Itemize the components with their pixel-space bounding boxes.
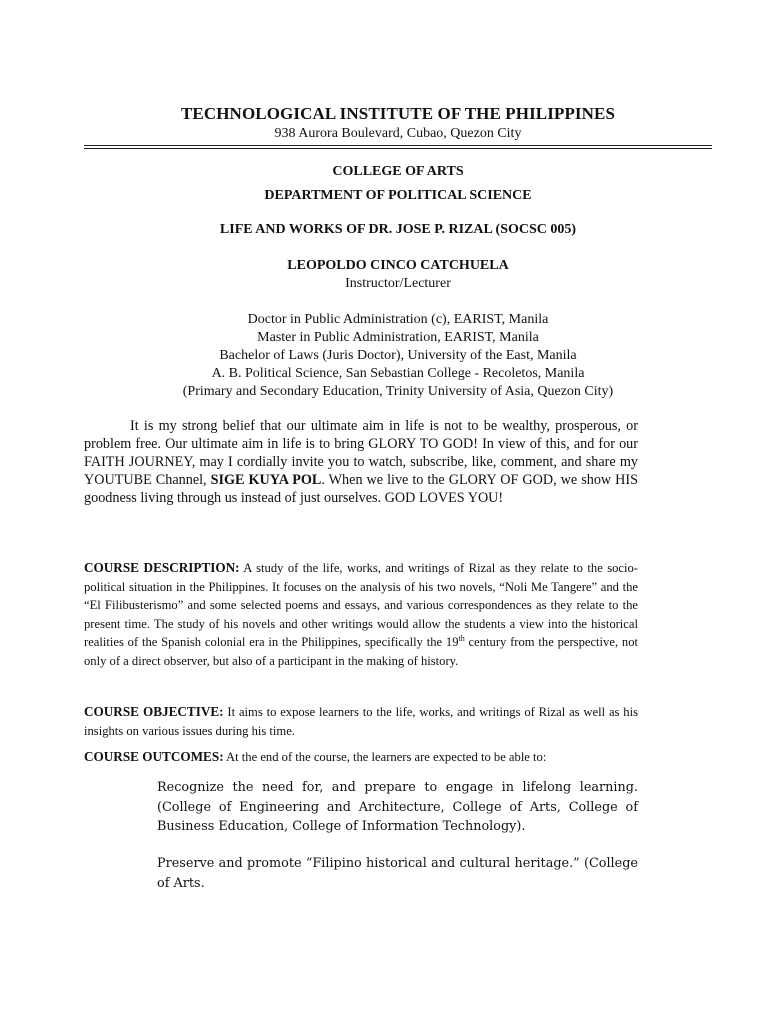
header-rule-top: [84, 145, 712, 146]
credential-line: Master in Public Administration, EARIST, Manila: [257, 330, 539, 345]
course-objective-label: COURSE OBJECTIVE:: [84, 704, 224, 719]
instructor-name: LEOPOLDO CINCO CATCHUELA: [287, 258, 509, 273]
outcome-item: Recognize the need for, and prepare to engage in lifelong learning. (College of Engineering and Architecture, College of Arts, College of Business Education, College of Information Technology).: [157, 780, 638, 834]
instructor-role: Instructor/Lecturer: [345, 276, 451, 291]
department-name: DEPARTMENT OF POLITICAL SCIENCE: [264, 188, 532, 203]
belief-paragraph: It is my strong belief that our ultimate aim in life is not to be wealthy, prosperous, or problem free. Our ultimate aim in life is to bring GLORY TO GOD! In view of this, and for our FAITH JOURNEY, may I cordially invite you to watch, subscribe, like, comment, and share my YOUTUBE Channel, SIGE KUYA POL. When we live to the GLORY OF GOD, we show HIS goodness living through us instead of just ourselves. GOD LOVES YOU!: [84, 418, 639, 506]
credential-line: Bachelor of Laws (Juris Doctor), University of the East, Manila: [219, 348, 577, 363]
institute-title: TECHNOLOGICAL INSTITUTE OF THE PHILIPPINES: [180, 104, 616, 123]
course-title: LIFE AND WORKS OF DR. JOSE P. RIZAL (SOCSC 005): [219, 222, 577, 237]
credential-line: (Primary and Secondary Education, Trinity University of Asia, Quezon City): [182, 384, 614, 399]
course-objective: COURSE OBJECTIVE: It aims to expose learners to the life, works, and writings of Rizal as well as his insights on various issues during his time.: [84, 704, 638, 738]
youtube-channel-name: SIGE KUYA POL: [210, 472, 322, 488]
course-outcomes: COURSE OUTCOMES: At the end of the course, the learners are expected to be able to:: [84, 749, 547, 764]
credential-line: Doctor in Public Administration (c), EARIST, Manila: [247, 312, 549, 327]
course-description-label: COURSE DESCRIPTION:: [84, 560, 240, 575]
institute-address: 938 Aurora Boulevard, Cubao, Quezon City: [274, 126, 522, 141]
college-name: COLLEGE OF ARTS: [332, 164, 464, 179]
header-rule-bottom: [84, 148, 712, 149]
course-outcomes-label: COURSE OUTCOMES:: [84, 749, 224, 764]
outcome-item: Preserve and promote “Filipino historical and cultural heritage.” (College of Arts.: [157, 856, 638, 891]
course-description: COURSE DESCRIPTION: A study of the life, works, and writings of Rizal as they relate to the socio-political situation in the Philippines. It focuses on the analysis of his two novels, “Noli Me Tangere” and the “El Filibusterismo” and some selected poems and essays, and various correspondences as they relate to the present time. The study of his novels and other writings would allow the students a view into the historical realities of the Spanish colonial era in the Philippines, specifically the 19th century from the perspective, not only of a direct observer, but also of a participant in the making of history.: [84, 560, 638, 668]
credential-line: A. B. Political Science, San Sebastian College - Recoletos, Manila: [211, 366, 585, 381]
instructor-credentials: [84, 311, 712, 401]
